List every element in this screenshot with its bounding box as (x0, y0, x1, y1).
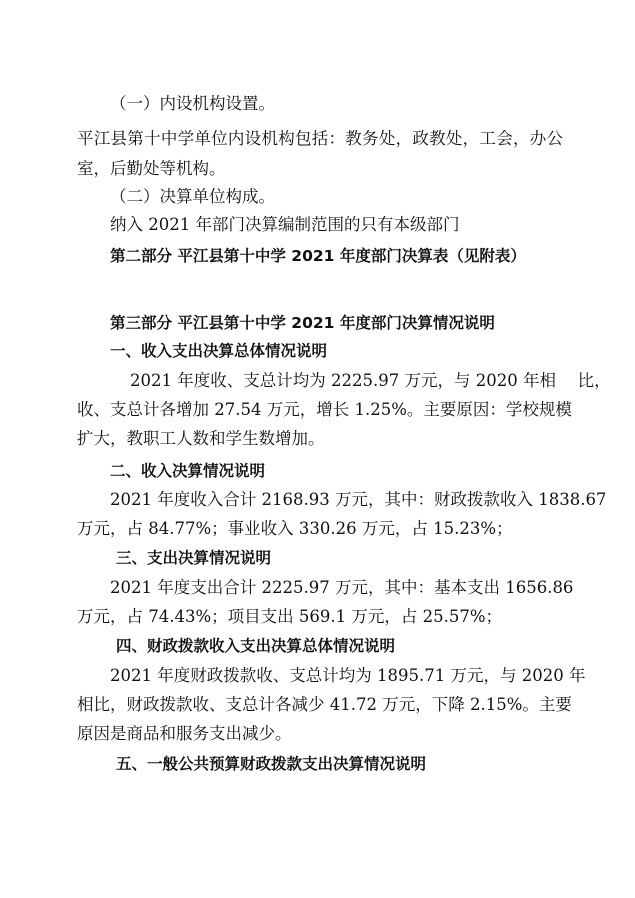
paragraph-line: 2021 年度支出合计 2225.97 万元，其中：基本支出 1656.86 (110, 578, 574, 597)
section-heading-fiscal-allocation: 四、财政拨款收入支出决算总体情况说明 (116, 637, 396, 655)
paragraph-line: 收、支总计各增加 27.54 万元，增长 1.25%。主要原因：学校规模 (77, 400, 572, 419)
paragraph-line: 室，后勤处等机构。 (77, 159, 226, 178)
section-heading-income: 二、收入决算情况说明 (110, 462, 266, 480)
paragraph-line: 万元，占 74.43%；项目支出 569.1 万元，占 25.57%； (77, 607, 503, 626)
paragraph-line: 原因是商品和服务支出减少。 (77, 724, 292, 743)
part-two-heading: 第二部分 平江县第十中学 2021 年度部门决算表（见附表） (110, 247, 526, 265)
section-heading-general-budget: 五、一般公共预算财政拨款支出决算情况说明 (116, 755, 427, 773)
section-heading-expenditure: 三、支出决算情况说明 (116, 549, 272, 567)
section-heading-unit-composition: （二）决算单位构成。 (110, 187, 275, 206)
paragraph-line: 扩大，教职工人数和学生数增加。 (77, 429, 325, 448)
paragraph-line: 纳入 2021 年部门决算编制范围的只有本级部门 (110, 215, 460, 234)
section-heading-internal-structure: （一）内设机构设置。 (110, 94, 275, 113)
paragraph-line: 2021 年度收入合计 2168.93 万元，其中：财政拨款收入 1838.67 (110, 490, 607, 509)
section-heading-overview: 一、收入支出决算总体情况说明 (110, 342, 328, 360)
paragraph-line: 万元，占 84.77%；事业收入 330.26 万元，占 15.23%； (77, 519, 513, 538)
paragraph-line: 2021 年度财政拨款收、支总计均为 1895.71 万元，与 2020 年 (110, 666, 586, 685)
paragraph-line: 平江县第十中学单位内设机构包括：教务处，政教处，工会，办公 (77, 129, 563, 148)
paragraph-line: 2021 年度收、支总计均为 2225.97 万元，与 2020 年相 比， (130, 371, 611, 390)
paragraph-line: 相比，财政拨款收、支总计各减少 41.72 万元，下降 2.15%。主要 (77, 695, 572, 714)
part-three-heading: 第三部分 平江县第十中学 2021 年度部门决算情况说明 (110, 314, 495, 332)
